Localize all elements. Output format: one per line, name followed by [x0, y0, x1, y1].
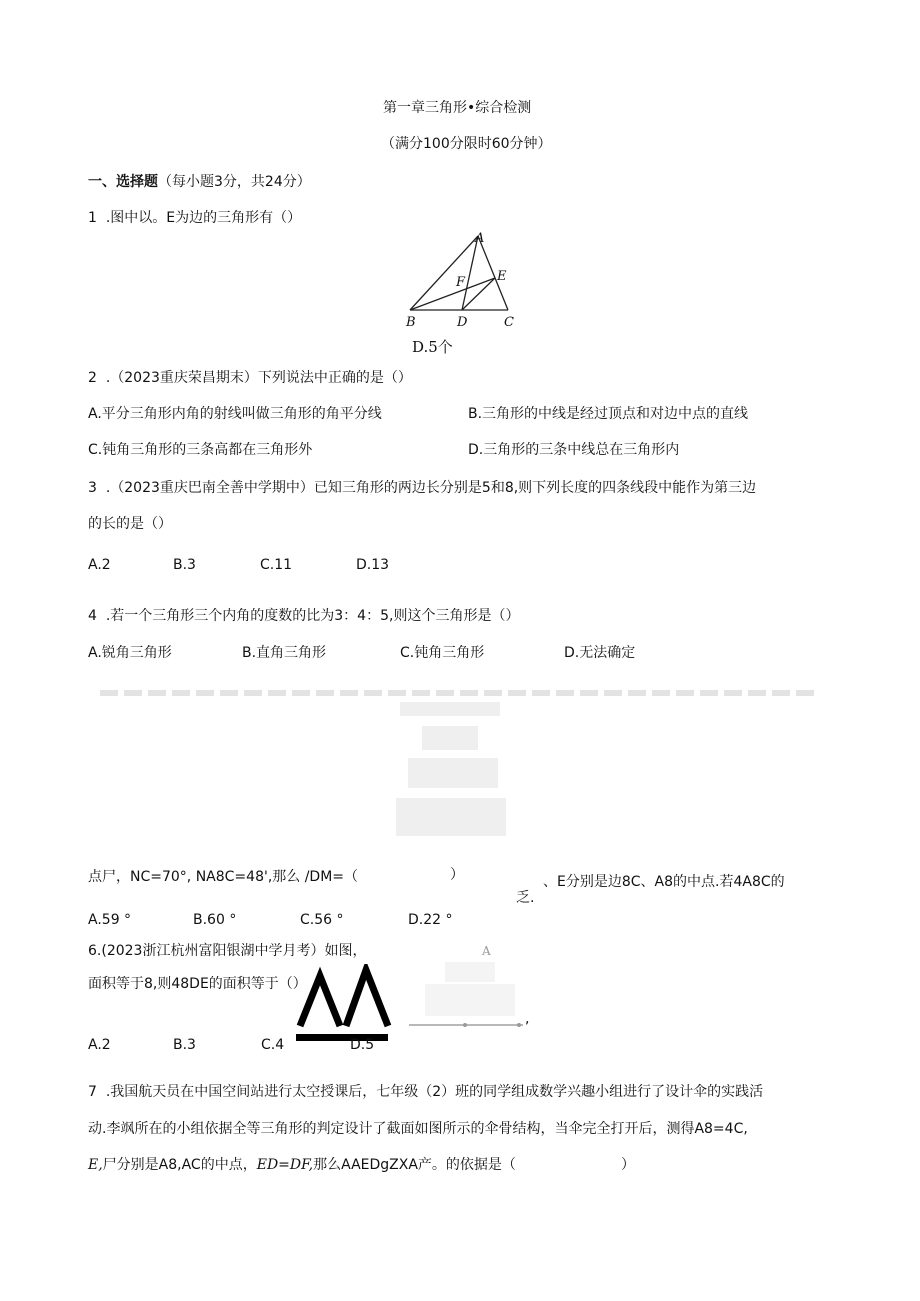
artifact-glyphs	[296, 964, 396, 1044]
faded-text-line	[100, 690, 820, 696]
triangle-figure-q1	[398, 228, 528, 332]
option-c: C.钝角三角形的三条高都在三角形外	[88, 442, 313, 458]
question-5-line	[88, 868, 358, 886]
faded-figure-q5	[388, 700, 518, 850]
option-c: C.钝角三角形	[400, 645, 485, 661]
option-c: C.56 °	[300, 912, 344, 928]
question-3	[88, 479, 756, 497]
question-6-line1: 6.(2023浙江杭州富阳银湖中学月考）如图，	[88, 943, 367, 959]
question-text: 尸分别是A8,AC的中点，	[102, 1157, 257, 1173]
option-b: B.3	[173, 557, 196, 573]
option-a: A.平分三角形内角的射线叫做三角形的角平分线	[88, 406, 382, 422]
question-6-line2: 面积等于8,则48DE的面积等于（）	[88, 976, 307, 992]
section-heading	[88, 173, 311, 191]
comma-mark: ,	[525, 1011, 530, 1027]
em-text: ED=DF,	[256, 1157, 314, 1173]
option-d: D.三角形的三条中线总在三角形内	[468, 442, 680, 458]
question-5-side-text: 、E分别是边8C、A8的中点.若4A8C的	[543, 874, 785, 890]
label-c: C	[504, 315, 514, 330]
em-text: E,	[88, 1157, 103, 1173]
segment-be	[410, 278, 495, 310]
option-d: D.无法确定	[564, 645, 636, 661]
question-text: .图中以。E为边的三角形有（）	[105, 210, 302, 226]
question-7-line3	[88, 1156, 516, 1174]
question-7-line2: 动.李飒所在的小组依据全等三角形的判定设计了截面如图所示的伞骨结构，当伞完全打开后，测得A8=4C,	[88, 1121, 748, 1137]
option-b: B.三角形的中线是经过顶点和对边中点的直线	[468, 406, 749, 422]
question-text: 点尸，NC=70°, NA8C=48',那么 /DM=（	[88, 869, 359, 885]
option-b: B.3	[173, 1037, 196, 1053]
option-d: D.22 °	[408, 912, 453, 928]
question-7	[88, 1083, 763, 1101]
question-text: .（2023重庆荣昌期末）下列说法中正确的是（）	[105, 370, 412, 386]
page-title: 第一章三角形•综合检测	[383, 100, 532, 116]
label-b: B	[406, 315, 416, 330]
page-subtitle: （满分100分限时60分钟）	[381, 136, 552, 152]
option-d: D.13	[356, 557, 390, 573]
question-number: 2	[88, 370, 97, 386]
question-number: 3	[88, 480, 97, 496]
close-paren: ）	[621, 1157, 635, 1173]
question-number: 7	[88, 1084, 97, 1100]
figure-label-a: A	[482, 944, 491, 958]
question-2	[88, 369, 412, 387]
question-number: 1	[88, 210, 97, 226]
question-5-side-text-2: 乏.	[516, 890, 535, 906]
question-4	[88, 607, 519, 625]
question-3-line2: 的长的是（）	[88, 516, 172, 532]
label-f: F	[456, 275, 466, 290]
section-label: 一、选择题	[88, 174, 158, 190]
question-number: 4	[88, 608, 97, 624]
option-a: A.2	[88, 1037, 111, 1053]
label-e: E	[497, 269, 507, 284]
option-a: A.59 °	[88, 912, 132, 928]
question-text: .若一个三角形三个内角的度数的比为3：4：5,则这个三角形是（）	[105, 608, 520, 624]
question-text: .（2023重庆巴南全善中学期中）已知三角形的两边长分别是5和8,则下列长度的四条线段中能作为第三边	[105, 480, 757, 496]
option-c: C.11	[260, 557, 293, 573]
option-a: A.2	[88, 557, 111, 573]
label-a: A	[475, 231, 485, 246]
option-c: C.4	[261, 1037, 285, 1053]
option-d: D.5个	[412, 338, 453, 356]
option-d: D.5	[350, 1037, 375, 1053]
question-1	[88, 209, 301, 227]
option-b: B.直角三角形	[242, 645, 327, 661]
segment-ad	[462, 236, 478, 310]
question-text: 那么AAEDgZXA产。的依据是（	[313, 1157, 516, 1173]
option-b: B.60 °	[193, 912, 237, 928]
close-paren: ）	[450, 867, 464, 883]
segment-ab	[410, 236, 478, 310]
label-d: D	[457, 315, 468, 330]
section-note: （每小题3分，共24分）	[158, 174, 311, 190]
faded-figure-q6	[405, 958, 530, 1033]
question-text: .我国航天员在中国空间站进行太空授课后，七年级（2）班的同学组成数学兴趣小组进行了设计伞的实践活	[105, 1084, 764, 1100]
segment-de	[462, 278, 495, 310]
option-a: A.锐角三角形	[88, 645, 172, 661]
